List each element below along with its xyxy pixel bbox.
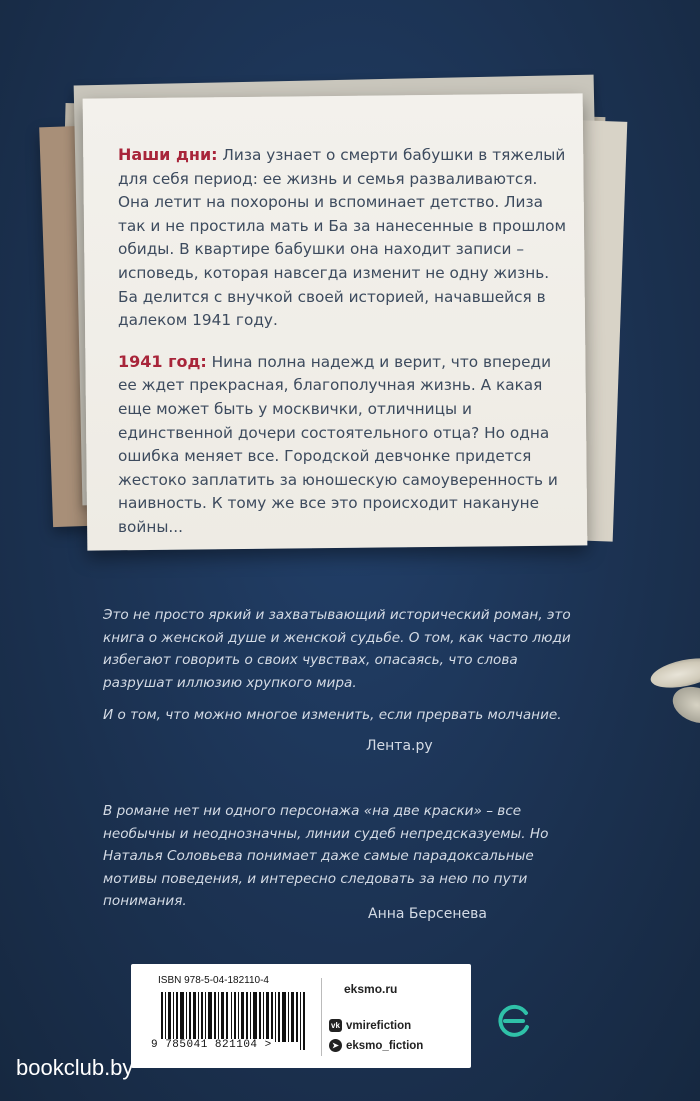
- review-quote: [103, 800, 573, 913]
- review-author: Лента.ру: [366, 738, 433, 754]
- barcode-digits: 9 785041 821104 >: [151, 1039, 272, 1051]
- publisher-site: eksmo.ru: [344, 982, 398, 996]
- review-text: В романе нет ни одного персонажа «на две краски» – все необычны и неоднозначны, линии судеб непредсказуемы. Но Наталья Соловьева понимает даже самые парадоксальные мотивы поведения, и интересно следовать за нею по пути понимания.: [103, 803, 549, 910]
- annotation-paragraph: [118, 350, 568, 540]
- watermark: bookclub.by: [16, 1055, 134, 1080]
- vk-icon: vk: [329, 1019, 342, 1032]
- annotation-body: Лиза узнает о смерти бабушки в тяжелый для себя период: ее жизнь и семья разваливаются. Она летит на похороны и вспоминает детство. Лиза так и не простила мать и Ба за нанесенные в прошлом обиды. В квартире бабушки она находит записи – исповедь, которая навсегда изменит не одну жизнь. Ба делится с внучкой своей историей, начавшейся в далеком 1941 году.: [118, 146, 567, 330]
- social-handle: eksmo_fiction: [346, 1039, 424, 1052]
- review-text: Это не просто яркий и захватывающий исторический роман, это книга о женской душе и женской судьбе. О том, как часто люди избегают говорить о своих чувствах, опасаясь, что слова разрушат иллюзию хрупкого мира.: [103, 607, 571, 691]
- eksmo-logo-icon: [496, 1003, 532, 1039]
- social-vk: [329, 1019, 411, 1032]
- barcode-panel: [131, 964, 471, 1068]
- annotation-paragraph: [118, 143, 568, 333]
- telegram-icon: ➤: [329, 1039, 342, 1052]
- isbn-label: ISBN 978-5-04-182110-4: [158, 975, 269, 986]
- annotation-text: [118, 143, 568, 557]
- divider: [321, 978, 322, 1056]
- review-text: И о том, что можно многое изменить, если прервать молчание.: [103, 707, 562, 724]
- social-telegram: [329, 1039, 423, 1052]
- social-handle: vmirefiction: [346, 1019, 412, 1032]
- annotation-lead: Наши дни:: [118, 145, 218, 164]
- review-quote: [103, 604, 573, 727]
- review-author: Анна Берсенева: [368, 906, 487, 922]
- annotation-lead: 1941 год:: [118, 351, 207, 371]
- annotation-body: Нина полна надежд и верит, что впереди ее ждет прекрасная, благополучная жизнь. А какая еще может быть у москвички, отличницы и единственной дочери состоятельного отца? Но одна ошибка меняет все. Городской девчонке придется жестоко заплатить за юношескую самоуверенность и наивность. К тому же все это происходит накануне войны...: [118, 352, 558, 536]
